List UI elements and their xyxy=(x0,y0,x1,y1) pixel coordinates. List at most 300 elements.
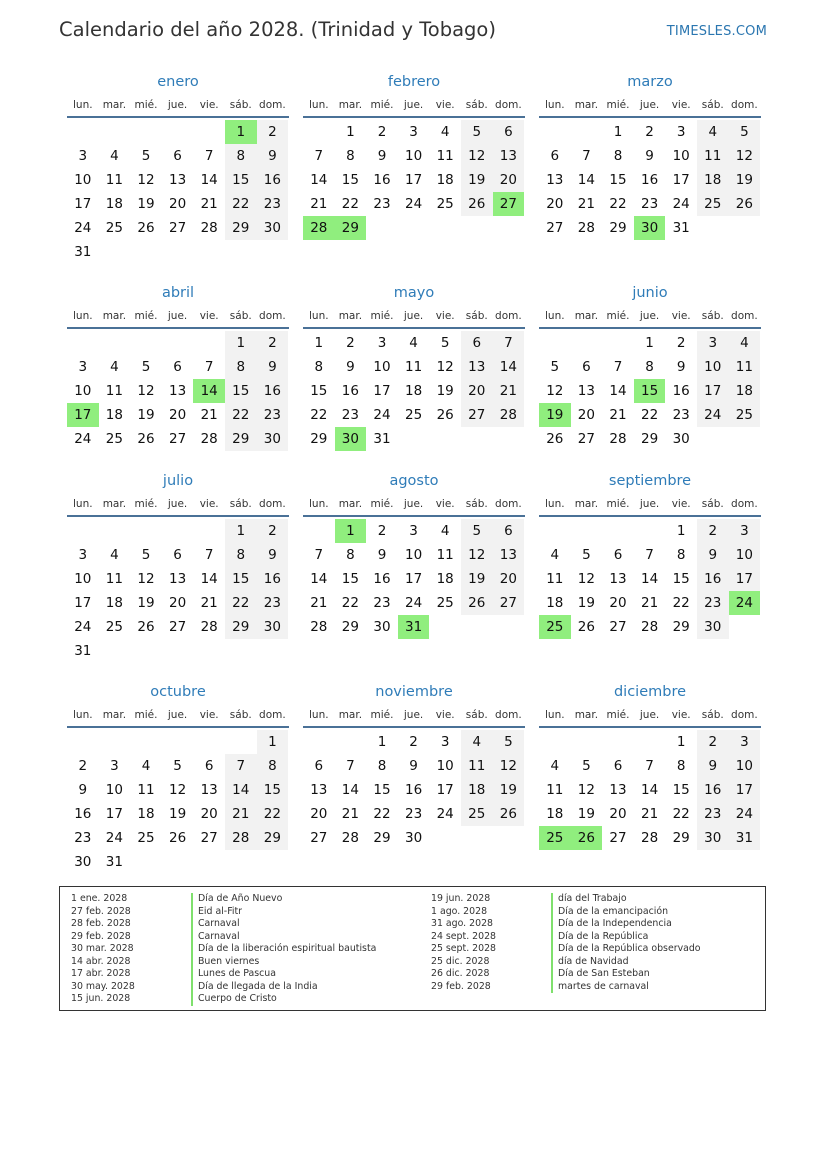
day-cell[interactable]: 18 xyxy=(461,778,493,802)
day-cell[interactable]: 29 xyxy=(225,427,257,451)
day-cell[interactable]: 25 xyxy=(697,192,729,216)
day-cell[interactable]: 20 xyxy=(461,379,493,403)
day-cell[interactable]: 8 xyxy=(676,758,686,774)
day-cell[interactable]: 29 xyxy=(672,830,690,846)
day-cell[interactable]: 17 xyxy=(74,595,92,611)
day-cell[interactable]: 19 xyxy=(729,168,761,192)
day-cell[interactable]: 28 xyxy=(225,826,257,850)
day-cell[interactable]: 17 xyxy=(697,379,729,403)
day-cell[interactable]: 1 xyxy=(257,730,289,754)
day-cell[interactable]: 11 xyxy=(404,359,423,375)
day-cell[interactable]: 6 xyxy=(550,148,560,164)
day-cell[interactable]: 29 xyxy=(225,216,257,240)
day-cell[interactable]: 15 xyxy=(672,571,690,587)
day-cell[interactable]: 28 xyxy=(341,830,359,846)
day-cell[interactable]: 8 xyxy=(377,758,387,774)
day-cell[interactable]: 6 xyxy=(493,519,525,543)
day-cell[interactable]: 4 xyxy=(440,124,450,140)
day-cell[interactable]: 21 xyxy=(310,196,328,212)
day-cell[interactable]: 26 xyxy=(137,431,155,447)
day-cell[interactable]: 15 xyxy=(225,379,257,403)
day-cell[interactable]: 1 xyxy=(225,519,257,543)
day-cell[interactable]: 9 xyxy=(257,543,289,567)
day-cell[interactable]: 22 xyxy=(225,192,257,216)
day-cell[interactable]: 7 xyxy=(613,359,623,375)
day-cell[interactable]: 28 xyxy=(577,220,595,236)
day-cell[interactable]: 31 xyxy=(74,643,92,659)
day-cell[interactable]: 12 xyxy=(137,571,155,587)
day-cell[interactable]: 3 xyxy=(729,519,761,543)
day-cell[interactable]: 30 xyxy=(257,216,289,240)
day-cell[interactable]: 28 xyxy=(640,619,659,635)
day-cell[interactable]: 24 xyxy=(105,830,123,846)
day-cell[interactable]: 13 xyxy=(168,172,187,188)
day-cell[interactable]: 3 xyxy=(110,758,119,774)
day-cell[interactable]: 1 xyxy=(613,124,623,140)
day-cell[interactable]: 25 xyxy=(105,220,123,236)
day-cell[interactable]: 23 xyxy=(257,192,289,216)
day-cell[interactable]: 1 xyxy=(676,523,686,539)
day-cell[interactable]: 11 xyxy=(461,754,493,778)
day-cell[interactable]: 9 xyxy=(645,148,654,164)
day-cell[interactable]: 26 xyxy=(461,591,493,615)
day-cell[interactable]: 10 xyxy=(729,754,761,778)
day-cell[interactable]: 28 xyxy=(200,619,218,635)
day-cell[interactable]: 30 xyxy=(257,615,289,639)
day-cell[interactable]: 13 xyxy=(546,172,564,188)
day-cell[interactable]: 21 xyxy=(341,806,359,822)
day-cell[interactable]: 9 xyxy=(409,758,418,774)
day-cell[interactable]: 26 xyxy=(137,220,155,236)
day-cell[interactable]: 22 xyxy=(310,407,328,423)
day-cell[interactable]: 7 xyxy=(314,547,324,563)
day-cell[interactable]: 29 xyxy=(341,619,359,635)
day-cell[interactable]: 4 xyxy=(110,547,119,563)
day-cell[interactable]: 3 xyxy=(377,335,387,351)
day-cell[interactable]: 16 xyxy=(640,172,659,188)
day-cell[interactable]: 8 xyxy=(257,754,289,778)
day-cell[interactable]: 26 xyxy=(168,830,187,846)
day-cell[interactable]: 27 xyxy=(546,220,564,236)
day-cell[interactable]: 1 xyxy=(346,124,355,140)
day-cell[interactable]: 10 xyxy=(404,547,423,563)
day-cell[interactable]: 20 xyxy=(493,168,525,192)
day-cell[interactable]: 7 xyxy=(582,148,591,164)
day-cell[interactable]: 15 xyxy=(225,567,257,591)
day-cell[interactable]: 7 xyxy=(493,331,525,355)
day-cell[interactable]: 11 xyxy=(105,383,123,399)
day-cell[interactable]: 25 xyxy=(105,431,123,447)
day-cell[interactable]: 29 xyxy=(373,830,391,846)
day-cell[interactable]: 20 xyxy=(546,196,564,212)
day-cell[interactable]: 10 xyxy=(697,355,729,379)
day-cell[interactable]: 28 xyxy=(609,431,627,447)
day-cell[interactable]: 17 xyxy=(729,567,761,591)
day-cell[interactable]: 6 xyxy=(204,758,214,774)
day-cell[interactable]: 19 xyxy=(577,595,595,611)
day-cell[interactable]: 27 xyxy=(200,830,218,846)
day-cell[interactable]: 18 xyxy=(105,196,123,212)
day-cell[interactable]: 9 xyxy=(377,547,387,563)
day-cell[interactable]: 22 xyxy=(341,196,359,212)
day-cell[interactable]: 17 xyxy=(74,196,92,212)
day-cell[interactable]: 6 xyxy=(613,758,623,774)
day-cell[interactable]: 23 xyxy=(697,802,729,826)
day-cell[interactable]: 12 xyxy=(461,144,493,168)
day-cell[interactable]: 7 xyxy=(314,148,324,164)
day-cell[interactable]: 16 xyxy=(257,567,289,591)
day-cell[interactable]: 19 xyxy=(137,595,155,611)
day-cell[interactable]: 14 xyxy=(200,571,218,587)
day-cell[interactable]: 11 xyxy=(105,571,123,587)
day-cell[interactable]: 24 xyxy=(672,196,690,212)
day-cell[interactable]: 19 xyxy=(577,806,595,822)
day-cell[interactable]: 22 xyxy=(640,407,659,423)
day-cell[interactable]: 4 xyxy=(729,331,761,355)
day-cell[interactable]: 12 xyxy=(461,543,493,567)
day-cell[interactable]: 5 xyxy=(141,547,151,563)
day-cell[interactable]: 7 xyxy=(645,547,654,563)
day-cell[interactable]: 2 xyxy=(257,331,289,355)
day-cell[interactable]: 26 xyxy=(546,431,564,447)
day-cell[interactable]: 4 xyxy=(409,335,418,351)
day-cell[interactable]: 8 xyxy=(613,148,623,164)
day-cell[interactable]: 13 xyxy=(609,782,627,798)
holiday-day-cell[interactable]: 17 xyxy=(67,403,99,427)
day-cell[interactable]: 18 xyxy=(697,168,729,192)
day-cell[interactable]: 20 xyxy=(609,595,627,611)
day-cell[interactable]: 29 xyxy=(225,615,257,639)
day-cell[interactable]: 9 xyxy=(346,359,355,375)
day-cell[interactable]: 20 xyxy=(310,806,328,822)
day-cell[interactable]: 11 xyxy=(105,172,123,188)
day-cell[interactable]: 19 xyxy=(461,168,493,192)
day-cell[interactable]: 7 xyxy=(645,758,654,774)
holiday-day-cell[interactable]: 14 xyxy=(193,379,225,403)
day-cell[interactable]: 30 xyxy=(404,830,423,846)
day-cell[interactable]: 24 xyxy=(74,431,92,447)
day-cell[interactable]: 7 xyxy=(346,758,355,774)
day-cell[interactable]: 29 xyxy=(310,431,328,447)
day-cell[interactable]: 7 xyxy=(204,148,214,164)
day-cell[interactable]: 1 xyxy=(225,331,257,355)
day-cell[interactable]: 6 xyxy=(582,359,591,375)
day-cell[interactable]: 23 xyxy=(373,196,391,212)
day-cell[interactable]: 17 xyxy=(373,383,391,399)
day-cell[interactable]: 29 xyxy=(257,826,289,850)
day-cell[interactable]: 21 xyxy=(200,196,218,212)
day-cell[interactable]: 14 xyxy=(200,172,218,188)
day-cell[interactable]: 9 xyxy=(257,355,289,379)
holiday-day-cell[interactable]: 30 xyxy=(335,427,367,451)
day-cell[interactable]: 1 xyxy=(377,734,387,750)
day-cell[interactable]: 20 xyxy=(609,806,627,822)
day-cell[interactable]: 24 xyxy=(436,806,454,822)
day-cell[interactable]: 5 xyxy=(582,758,591,774)
day-cell[interactable]: 4 xyxy=(550,758,560,774)
day-cell[interactable]: 26 xyxy=(729,192,761,216)
day-cell[interactable]: 17 xyxy=(729,778,761,802)
holiday-day-cell[interactable]: 15 xyxy=(634,379,666,403)
day-cell[interactable]: 2 xyxy=(78,758,88,774)
day-cell[interactable]: 20 xyxy=(168,196,187,212)
day-cell[interactable]: 26 xyxy=(577,619,595,635)
day-cell[interactable]: 5 xyxy=(141,359,151,375)
day-cell[interactable]: 11 xyxy=(546,571,564,587)
day-cell[interactable]: 4 xyxy=(141,758,151,774)
day-cell[interactable]: 15 xyxy=(257,778,289,802)
holiday-day-cell[interactable]: 29 xyxy=(335,216,367,240)
day-cell[interactable]: 10 xyxy=(729,543,761,567)
day-cell[interactable]: 6 xyxy=(493,120,525,144)
day-cell[interactable]: 14 xyxy=(225,778,257,802)
day-cell[interactable]: 18 xyxy=(105,595,123,611)
day-cell[interactable]: 3 xyxy=(440,734,450,750)
day-cell[interactable]: 27 xyxy=(168,220,187,236)
day-cell[interactable]: 13 xyxy=(577,383,595,399)
day-cell[interactable]: 21 xyxy=(493,379,525,403)
day-cell[interactable]: 25 xyxy=(436,196,454,212)
day-cell[interactable]: 4 xyxy=(697,120,729,144)
day-cell[interactable]: 11 xyxy=(546,782,564,798)
day-cell[interactable]: 18 xyxy=(729,379,761,403)
day-cell[interactable]: 13 xyxy=(200,782,218,798)
day-cell[interactable]: 12 xyxy=(729,144,761,168)
day-cell[interactable]: 15 xyxy=(341,172,359,188)
day-cell[interactable]: 16 xyxy=(74,806,92,822)
day-cell[interactable]: 8 xyxy=(346,547,355,563)
day-cell[interactable]: 4 xyxy=(440,523,450,539)
day-cell[interactable]: 2 xyxy=(346,335,355,351)
day-cell[interactable]: 19 xyxy=(137,407,155,423)
day-cell[interactable]: 3 xyxy=(78,547,88,563)
day-cell[interactable]: 5 xyxy=(582,547,591,563)
holiday-day-cell[interactable]: 28 xyxy=(303,216,335,240)
day-cell[interactable]: 9 xyxy=(377,148,387,164)
day-cell[interactable]: 18 xyxy=(546,595,564,611)
day-cell[interactable]: 22 xyxy=(225,403,257,427)
day-cell[interactable]: 19 xyxy=(493,778,525,802)
day-cell[interactable]: 16 xyxy=(257,168,289,192)
day-cell[interactable]: 11 xyxy=(137,782,155,798)
day-cell[interactable]: 2 xyxy=(377,523,387,539)
day-cell[interactable]: 23 xyxy=(257,403,289,427)
holiday-day-cell[interactable]: 26 xyxy=(571,826,603,850)
day-cell[interactable]: 18 xyxy=(436,571,454,587)
day-cell[interactable]: 24 xyxy=(74,220,92,236)
day-cell[interactable]: 28 xyxy=(200,431,218,447)
day-cell[interactable]: 18 xyxy=(436,172,454,188)
day-cell[interactable]: 8 xyxy=(645,359,654,375)
day-cell[interactable]: 25 xyxy=(105,619,123,635)
day-cell[interactable]: 24 xyxy=(373,407,391,423)
day-cell[interactable]: 30 xyxy=(373,619,391,635)
day-cell[interactable]: 21 xyxy=(577,196,595,212)
day-cell[interactable]: 5 xyxy=(141,148,151,164)
day-cell[interactable]: 10 xyxy=(74,383,92,399)
day-cell[interactable]: 24 xyxy=(74,619,92,635)
day-cell[interactable]: 19 xyxy=(168,806,187,822)
day-cell[interactable]: 16 xyxy=(404,782,423,798)
day-cell[interactable]: 11 xyxy=(697,144,729,168)
day-cell[interactable]: 12 xyxy=(577,571,595,587)
day-cell[interactable]: 17 xyxy=(436,782,454,798)
day-cell[interactable]: 27 xyxy=(609,619,627,635)
day-cell[interactable]: 13 xyxy=(493,543,525,567)
day-cell[interactable]: 10 xyxy=(436,758,454,774)
day-cell[interactable]: 3 xyxy=(409,124,418,140)
day-cell[interactable]: 10 xyxy=(373,359,391,375)
day-cell[interactable]: 1 xyxy=(676,734,686,750)
day-cell[interactable]: 23 xyxy=(341,407,359,423)
day-cell[interactable]: 12 xyxy=(577,782,595,798)
day-cell[interactable]: 6 xyxy=(173,547,182,563)
holiday-day-cell[interactable]: 25 xyxy=(539,826,571,850)
day-cell[interactable]: 16 xyxy=(257,379,289,403)
day-cell[interactable]: 2 xyxy=(697,730,729,754)
day-cell[interactable]: 17 xyxy=(105,806,123,822)
day-cell[interactable]: 9 xyxy=(78,782,88,798)
day-cell[interactable]: 27 xyxy=(493,591,525,615)
day-cell[interactable]: 6 xyxy=(461,331,493,355)
day-cell[interactable]: 16 xyxy=(697,778,729,802)
day-cell[interactable]: 6 xyxy=(613,547,623,563)
day-cell[interactable]: 2 xyxy=(409,734,418,750)
day-cell[interactable]: 31 xyxy=(105,854,123,870)
holiday-day-cell[interactable]: 30 xyxy=(634,216,666,240)
day-cell[interactable]: 2 xyxy=(676,335,686,351)
day-cell[interactable]: 9 xyxy=(676,359,686,375)
day-cell[interactable]: 30 xyxy=(697,826,729,850)
day-cell[interactable]: 30 xyxy=(257,427,289,451)
day-cell[interactable]: 28 xyxy=(640,830,659,846)
holiday-day-cell[interactable]: 1 xyxy=(335,519,367,543)
day-cell[interactable]: 18 xyxy=(404,383,423,399)
day-cell[interactable]: 10 xyxy=(404,148,423,164)
day-cell[interactable]: 9 xyxy=(697,754,729,778)
day-cell[interactable]: 22 xyxy=(373,806,391,822)
day-cell[interactable]: 20 xyxy=(200,806,218,822)
day-cell[interactable]: 16 xyxy=(672,383,690,399)
day-cell[interactable]: 4 xyxy=(461,730,493,754)
holiday-day-cell[interactable]: 27 xyxy=(493,192,525,216)
day-cell[interactable]: 1 xyxy=(314,335,324,351)
day-cell[interactable]: 20 xyxy=(168,595,187,611)
day-cell[interactable]: 2 xyxy=(257,120,289,144)
day-cell[interactable]: 12 xyxy=(546,383,564,399)
day-cell[interactable]: 30 xyxy=(697,615,729,639)
day-cell[interactable]: 10 xyxy=(672,148,690,164)
day-cell[interactable]: 26 xyxy=(461,192,493,216)
day-cell[interactable]: 21 xyxy=(225,802,257,826)
day-cell[interactable]: 2 xyxy=(257,519,289,543)
day-cell[interactable]: 22 xyxy=(672,806,690,822)
day-cell[interactable]: 23 xyxy=(404,806,423,822)
day-cell[interactable]: 16 xyxy=(697,567,729,591)
day-cell[interactable]: 11 xyxy=(729,355,761,379)
day-cell[interactable]: 20 xyxy=(577,407,595,423)
day-cell[interactable]: 20 xyxy=(493,567,525,591)
day-cell[interactable]: 4 xyxy=(110,148,119,164)
day-cell[interactable]: 28 xyxy=(310,619,328,635)
day-cell[interactable]: 25 xyxy=(436,595,454,611)
day-cell[interactable]: 27 xyxy=(310,830,328,846)
day-cell[interactable]: 12 xyxy=(493,754,525,778)
day-cell[interactable]: 3 xyxy=(78,359,88,375)
day-cell[interactable]: 2 xyxy=(377,124,387,140)
day-cell[interactable]: 18 xyxy=(546,806,564,822)
day-cell[interactable]: 5 xyxy=(493,730,525,754)
day-cell[interactable]: 21 xyxy=(640,595,659,611)
day-cell[interactable]: 14 xyxy=(341,782,359,798)
day-cell[interactable]: 2 xyxy=(697,519,729,543)
day-cell[interactable]: 23 xyxy=(257,591,289,615)
day-cell[interactable]: 3 xyxy=(78,148,88,164)
day-cell[interactable]: 16 xyxy=(373,172,391,188)
day-cell[interactable]: 8 xyxy=(314,359,324,375)
day-cell[interactable]: 9 xyxy=(257,144,289,168)
day-cell[interactable]: 11 xyxy=(436,547,454,563)
day-cell[interactable]: 12 xyxy=(436,359,454,375)
day-cell[interactable]: 5 xyxy=(173,758,182,774)
day-cell[interactable]: 26 xyxy=(436,407,454,423)
day-cell[interactable]: 25 xyxy=(461,802,493,826)
day-cell[interactable]: 21 xyxy=(200,407,218,423)
brand-logo-text[interactable]: TIMESLES.COM xyxy=(666,24,767,39)
day-cell[interactable]: 2 xyxy=(645,124,654,140)
day-cell[interactable]: 13 xyxy=(461,355,493,379)
day-cell[interactable]: 22 xyxy=(672,595,690,611)
day-cell[interactable]: 28 xyxy=(493,403,525,427)
day-cell[interactable]: 5 xyxy=(440,335,450,351)
day-cell[interactable]: 19 xyxy=(436,383,454,399)
day-cell[interactable]: 21 xyxy=(640,806,659,822)
day-cell[interactable]: 27 xyxy=(168,431,187,447)
day-cell[interactable]: 3 xyxy=(729,730,761,754)
day-cell[interactable]: 12 xyxy=(137,383,155,399)
day-cell[interactable]: 27 xyxy=(168,619,187,635)
day-cell[interactable]: 15 xyxy=(373,782,391,798)
day-cell[interactable]: 22 xyxy=(609,196,627,212)
day-cell[interactable]: 24 xyxy=(697,403,729,427)
day-cell[interactable]: 17 xyxy=(404,571,423,587)
day-cell[interactable]: 24 xyxy=(404,595,423,611)
day-cell[interactable]: 3 xyxy=(697,331,729,355)
day-cell[interactable]: 27 xyxy=(609,830,627,846)
holiday-day-cell[interactable]: 1 xyxy=(225,120,257,144)
day-cell[interactable]: 6 xyxy=(314,758,324,774)
day-cell[interactable]: 8 xyxy=(225,144,257,168)
day-cell[interactable]: 26 xyxy=(137,619,155,635)
day-cell[interactable]: 29 xyxy=(672,619,690,635)
day-cell[interactable]: 10 xyxy=(74,172,92,188)
day-cell[interactable]: 13 xyxy=(168,383,187,399)
day-cell[interactable]: 17 xyxy=(404,172,423,188)
day-cell[interactable]: 23 xyxy=(640,196,659,212)
day-cell[interactable]: 25 xyxy=(404,407,423,423)
day-cell[interactable]: 8 xyxy=(676,547,686,563)
day-cell[interactable]: 22 xyxy=(225,591,257,615)
day-cell[interactable]: 14 xyxy=(577,172,595,188)
day-cell[interactable]: 24 xyxy=(729,802,761,826)
holiday-day-cell[interactable]: 19 xyxy=(539,403,571,427)
day-cell[interactable]: 23 xyxy=(373,595,391,611)
day-cell[interactable]: 6 xyxy=(173,359,182,375)
day-cell[interactable]: 31 xyxy=(672,220,690,236)
day-cell[interactable]: 27 xyxy=(461,403,493,427)
day-cell[interactable]: 18 xyxy=(137,806,155,822)
day-cell[interactable]: 5 xyxy=(461,120,493,144)
